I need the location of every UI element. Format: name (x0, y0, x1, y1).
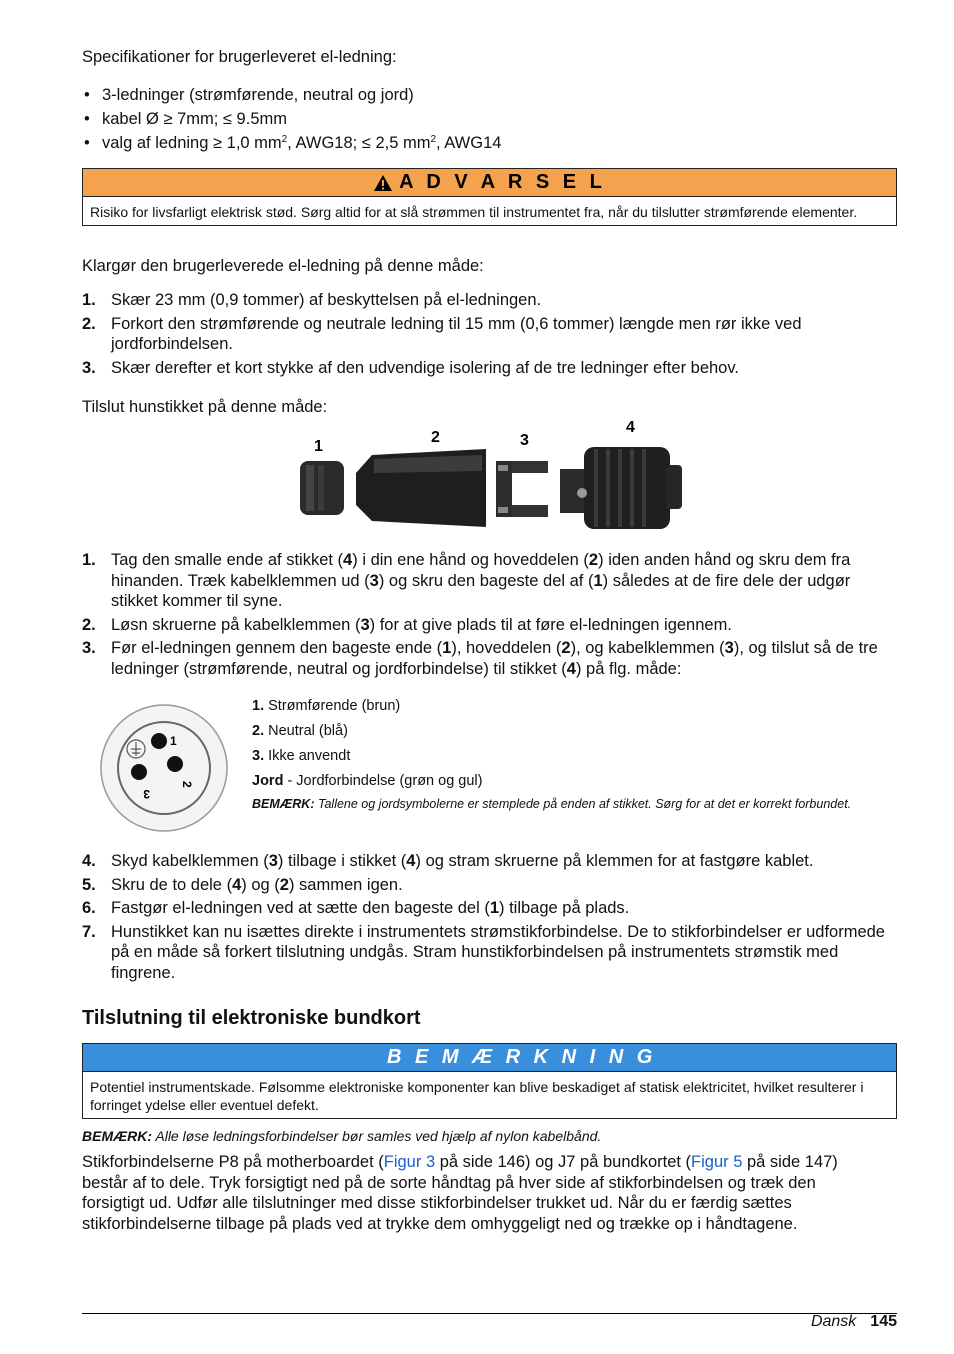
pin-label-3: 3 (143, 787, 150, 801)
list-item: 3. Skær derefter et kort stykke af den udvendige isolering af de tre ledninger efter behov. (82, 358, 739, 377)
notice-title: B E M Æ R K N I N G (387, 1046, 657, 1068)
list-item: • valg af ledning ≥ 1,0 $mm^2$, AWG18; ≤ 2,5 $mm^2$, AWG14 (82, 133, 501, 157)
pin-diagram (98, 703, 230, 833)
page-number: 145 (870, 1313, 897, 1330)
list-item: 2. Løsn skruerne på kabelklemmen (3) for at give plads til at føre el-ledningen igennem. (82, 615, 732, 634)
legend-item: 3. Ikke anvendt (252, 748, 351, 764)
notice-box (82, 1043, 897, 1119)
list-item: 2. Forkort den strømførende og neutrale ledning til 15 mm (0,6 tommer) længde men rør ikke ved jordforbindelsen. (82, 314, 802, 353)
list-item: 6. Fastgør el-ledningen ved at sætte den bageste del (1) tilbage på plads. (82, 899, 630, 917)
pin-legend (252, 694, 852, 813)
notice-text: Potentiel instrumentskade. Følsomme elektroniske komponenter kan blive beskadiget af statisk elektricitet, hvilket resulterer i forringet ydelse eller eventuel defekt. (90, 1079, 864, 1113)
pin-1 (151, 733, 167, 749)
cable-clamp-part (496, 461, 548, 517)
connect-intro: Tilslut hunstikket på denne måde: (82, 398, 328, 416)
footer-language: Dansk (810, 1313, 857, 1330)
warning-box (82, 168, 897, 226)
note-line: BEMÆRK: Alle løse ledningsforbindelser bør samles ved hjælp af nylon kabelbånd. (82, 1128, 602, 1144)
figure-3-link[interactable]: Figur 3 (383, 1153, 436, 1171)
figure-label-2: 2 (431, 429, 440, 446)
connector-parts-figure (294, 415, 694, 530)
pin-label-2: 2 (180, 781, 194, 788)
section-title: Tilslutning til elektroniske bundkort (82, 1007, 421, 1029)
pin-label-1: 1 (170, 734, 177, 748)
legend-item: 1. Strømførende (brun) (252, 698, 401, 714)
spec-intro: Specifikationer for brugerleveret el-ledning: (82, 48, 397, 66)
footer-divider (82, 1313, 897, 1314)
body-paragraph: Stikforbindelserne P8 på motherboardet (Figur 3 på side 146) og J7 på bundkortet (Figur 5 på side 147) består af to dele. Tryk forsigtigt ned på de sorte håndtag på hver side af stikforbindelsen og træk den forsigtigt ud. Udfør alle tilslutninger med disse stikforbindelser trukket ud. Når du er færdig sættes stikforbindelserne tilbage på plads ved at trykke dem omhyggeligt ned og trække op i håndtagene. (82, 1153, 838, 1233)
figure-5-link[interactable]: Figur 5 (691, 1153, 743, 1171)
warning-header (83, 169, 896, 197)
list-item: 7. Hunstikket kan nu isættes direkte i instrumentets strømstikforbindelse. De to stikforbindelser er udformede på en måde så forkert tilslutning undgås. Stram hunstikforbindelsen på instrumentets strømstik med fingrene. (82, 922, 885, 982)
warning-triangle-icon (373, 174, 393, 192)
pin-3 (131, 764, 147, 780)
list-item: 5. Skru de to dele (4) og (2) sammen igen. (82, 875, 403, 894)
list-item: 4. Skyd kabelklemmen (3) tilbage i stikket (4) og stram skruerne på klemmen for at fastgøre kablet. (82, 852, 814, 870)
pin-2 (167, 756, 183, 772)
legend-item: 2. Neutral (blå) (252, 723, 348, 739)
footer (811, 1312, 897, 1332)
list-item: 1. Tag den smalle ende af stikket (4) i din ene hånd og hoveddelen (2) iden anden hånd og skru dem fra hinanden. Træk kabelklemmen ud (3) og skru den bageste del af (1) således at de fire dele der udgør stikket kommer til syne. (82, 551, 851, 610)
connect-steps (82, 550, 897, 682)
list-item: 1. Skær 23 mm (0,9 tommer) af beskyttelsen på el-ledningen. (82, 291, 542, 309)
list-item: • kabel Ø ≥ 7mm; ≤ 9.5mm (82, 109, 501, 133)
rear-nut-part (300, 461, 344, 515)
figure-label-1: 1 (314, 438, 323, 455)
prep-intro: Klargør den brugerleverede el-ledning på denne måde: (82, 257, 484, 275)
list-item: 3. Før el-ledningen gennem den bageste ende (1), hoveddelen (2), og kabelklemmen (3), og tilslut så de tre ledninger (strømførende, neutral og jordforbindelse) til stikket (4) på flg. måde: (82, 639, 878, 678)
figure-label-3: 3 (520, 432, 529, 449)
spec-list (82, 85, 501, 157)
prep-steps (82, 290, 897, 381)
legend-item: Jord - Jordforbindelse (grøn og gul) (252, 773, 483, 789)
notice-header (83, 1044, 896, 1072)
socket-part (560, 447, 682, 529)
warning-text: Risiko for livsfarligt elektrisk stød. Sørg altid for at slå strømmen til instrumentet fra, når du tilslutter strømførende elementer. (90, 204, 858, 220)
figure-label-4: 4 (626, 419, 635, 436)
warning-title: A D V A R S E L (399, 171, 606, 193)
legend-note: BEMÆRK: Tallene og jordsymbolerne er stemplede på enden af stikket. Sørg for at det er korrekt forbundet. (252, 797, 852, 811)
final-steps (82, 851, 897, 986)
main-body-part (356, 449, 486, 527)
list-item: • 3-ledninger (strømførende, neutral og jord) (82, 85, 501, 109)
